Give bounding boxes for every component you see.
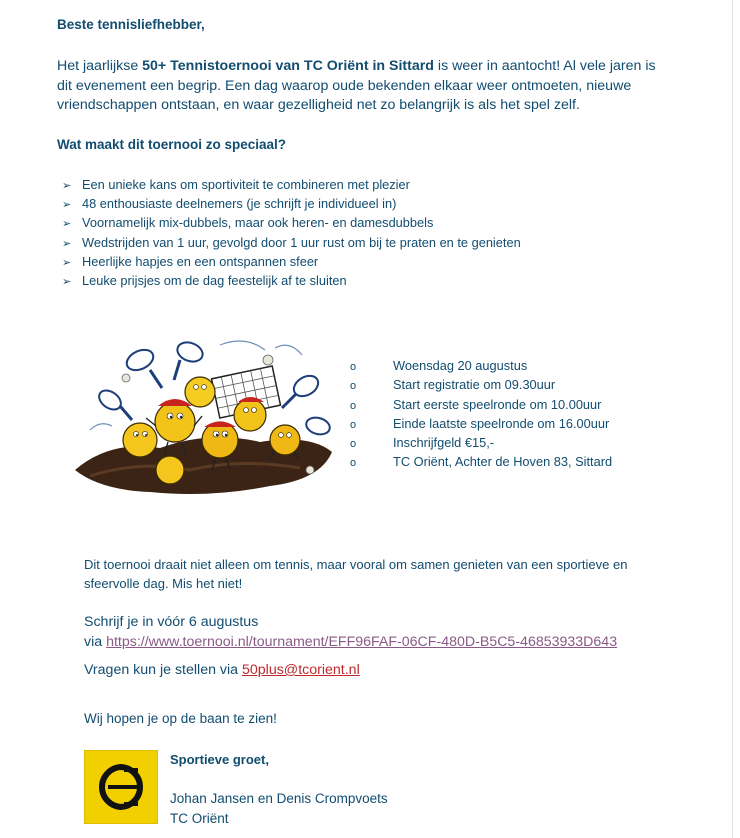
register-via-text: via [84, 634, 107, 650]
list-item-text: Heerlijke hapjes en een ontspannen sfeer [82, 253, 319, 269]
tc-orient-logo [84, 750, 158, 824]
arrow-bullet-icon: ➢ [62, 180, 72, 192]
list-item-text: Wedstrijden van 1 uur, gevolgd door 1 uur rust om bij te praten en te genieten [82, 234, 521, 250]
circle-bullet-icon: o [350, 438, 357, 451]
list-item [62, 234, 521, 253]
list-item [348, 396, 612, 415]
detail-date: Woensdag 20 augustus [393, 358, 528, 373]
detail-first-round: Start eerste speelronde om 10.00uur [393, 396, 602, 412]
list-item [62, 176, 521, 195]
feature-list [62, 176, 521, 291]
greeting: Beste tennisliefhebber, [57, 17, 205, 32]
list-item [62, 272, 521, 291]
arrow-bullet-icon: ➢ [62, 276, 72, 289]
register-deadline: Schrijf je in vóór 6 augustus [84, 614, 259, 630]
detail-registration: Start registratie om 09.30uur [393, 377, 556, 393]
list-item [348, 453, 612, 472]
circle-bullet-icon: o [350, 457, 357, 470]
circle-bullet-icon: o [350, 418, 357, 431]
arrow-bullet-icon: ➢ [62, 199, 72, 212]
intro-part1: Het jaarlijkse [57, 58, 143, 74]
list-item [348, 357, 612, 376]
questions-text: Vragen kun je stellen via [84, 662, 242, 678]
arrow-bullet-icon: ➢ [62, 256, 72, 269]
register-link[interactable]: https://www.toernooi.nl/tournament/EFF96FAF-06CF-480D-B5C5-46853933D643 [106, 634, 618, 650]
hope-line: Wij hopen je op de baan te zien! [84, 711, 277, 726]
special-heading: Wat maakt dit toernooi zo speciaal? [57, 137, 287, 152]
event-details-list [348, 357, 612, 473]
circle-bullet-icon: o [350, 361, 357, 373]
detail-fee: Inschrijfgeld €15,- [393, 435, 495, 451]
list-item [62, 214, 521, 233]
list-item-text: 48 enthousiaste deelnemers (je schrijft je individueel in) [82, 196, 397, 212]
sign-off: Sportieve groet, [170, 752, 269, 767]
signatories: Johan Jansen en Denis Crompvoets [170, 791, 388, 806]
club-name: TC Oriënt [170, 811, 229, 826]
detail-last-round: Einde laatste speelronde om 16.00uur [393, 415, 610, 431]
list-item [62, 253, 521, 272]
list-item [348, 415, 612, 434]
questions-line [84, 662, 360, 678]
circle-bullet-icon: o [350, 399, 357, 412]
list-item-text: Een unieke kans om sportiviteit te combineren met plezier [82, 177, 410, 192]
arrow-bullet-icon: ➢ [62, 237, 72, 250]
list-item [348, 376, 612, 395]
intro-part2: is weer in aantocht! Al vele jaren is dit evenement een begrip. Een dag waarop oude bekenden elkaar weer ontmoeten, nieuwe vriendschappen ontstaan, en waar gezelligheid net zo belangrijk is als het spel zelf. [57, 58, 656, 113]
arrow-bullet-icon: ➢ [62, 218, 72, 231]
intro-paragraph [57, 57, 657, 116]
register-via-line [84, 632, 617, 652]
list-item [348, 434, 612, 453]
email-link[interactable]: 50plus@tcorient.nl [242, 662, 360, 678]
tennis-balls-illustration [70, 330, 340, 502]
list-item-text: Leuke prijsjes om de dag feestelijk af te sluiten [82, 273, 347, 289]
register-block [84, 612, 617, 652]
detail-location: TC Oriënt, Achter de Hoven 83, Sittard [393, 454, 613, 470]
closing-paragraph: Dit toernooi draait niet alleen om tennis, maar vooral om samen genieten van een sportieve en sfeervolle dag. Mis het niet! [84, 557, 628, 591]
list-item [62, 195, 521, 214]
list-item-text: Voornamelijk mix-dubbels, maar ook heren- en damesdubbels [82, 215, 434, 231]
intro-highlight: 50+ Tennistoernooi van TC Oriënt in Sittard [142, 58, 434, 74]
circle-bullet-icon: o [350, 380, 357, 393]
